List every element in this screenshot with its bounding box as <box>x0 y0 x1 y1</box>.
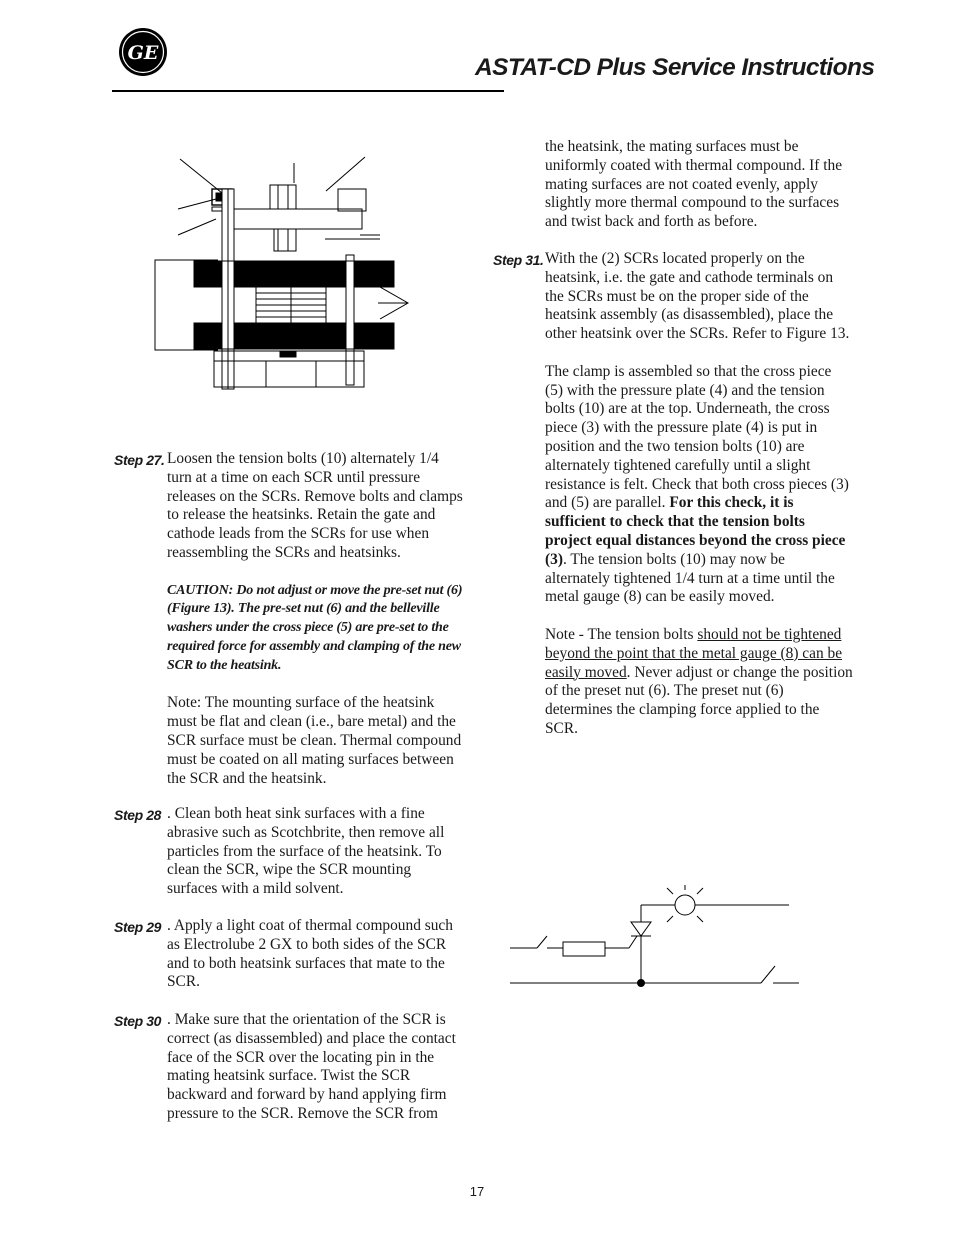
clamp-paragraph: The clamp is assembled so that the cross piece (5) with the pressure plate (4) and the tension bolts (10) are at the top. Underneath, the cross piece (3) with the pressure plate (4) is put in position and the two tension bolts (10) are alternately tightened carefully until a slight resistance is felt. Check that both cross pieces (3) and (5) are parallel. For this check, it is sufficient to check that the tension bolts project equal distances beyond the cross piece (3). The tension bolts (10) may now be alternately tightened 1/4 turn at a time until the metal gauge (8) can be easily moved. <box>545 362 849 606</box>
caution-text: CAUTION: Do not adjust or move the pre-set nut (6) (Figure 13). The pre-set nut (6) and the belleville washers under the cross piece (5) are pre-set to the required force for assembly and clamping of the new SCR to the heatsink. <box>167 582 463 673</box>
step-27-label: Step 27. <box>114 452 165 468</box>
step-31 <box>493 250 853 739</box>
scr-clamp-assembly-figure <box>150 155 420 395</box>
step-27-note: Note: The mounting surface of the heatsink must be flat and clean (i.e., bare metal) and the SCR surface must be clean. Thermal compound must be coated on all mating surfaces between the SCR and the heatsink. <box>167 694 462 787</box>
logo-text: GE <box>127 42 159 64</box>
page-title: ASTAT-CD Plus Service Instructions <box>475 54 875 81</box>
step-30-label: Step 30 <box>114 1013 161 1029</box>
tension-note: Note - The tension bolts should not be tightened beyond the point that the metal gauge (8) can be easily moved. Never adjust or change the position of the preset nut (6). The preset nut (6) determines the clamping force applied to the SCR. <box>545 625 853 737</box>
step-30-cont-text: the heatsink, the mating surfaces must be uniformly coated with thermal compound. If the mating surfaces are not coated evenly, apply slightly more thermal compound to the surfaces and twist back and forth as before. <box>545 138 843 231</box>
step-27-text: Loosen the tension bolts (10) alternately 1/4 turn at a time on each SCR until pressure releases on the SCRs. Remove bolts and clamps to release the heatsinks. Retain the gate and cathode leads from the SCRs for use when reassembling the SCRs and heatsinks. <box>167 450 463 561</box>
step-31-text: With the (2) SCRs located properly on the heatsink, i.e. the gate and cathode terminals on the SCRs must be on the proper side of the heatsink assembly (as disassembled), place the other heatsink over the SCRs. Refer to Figure 13. <box>545 250 850 343</box>
step-30-text: . Make sure that the orientation of the SCR is correct (as disassembled) and place the contact face of the SCR over the locating pin in the mating heatsink surface. Twist the SCR backward and forward by hand applying firm pressure to the SCR. Remove the SCR from <box>167 1011 456 1122</box>
tension-note-underline: should not be tightened beyond the point that the metal gauge (8) can be easily moved <box>545 625 843 681</box>
scr-circuit-schematic <box>505 880 805 995</box>
step-28 <box>114 805 464 899</box>
step-30-continuation <box>545 138 845 232</box>
step-28-text: . Clean both heat sink surfaces with a fine abrasive such as Scotchbrite, then remove all particles from the surface of the heatsink. To clean the SCR, wipe the SCR mounting surfaces with a mild solvent. <box>167 805 445 898</box>
step-30 <box>114 1011 464 1124</box>
step-29-text: . Apply a light coat of thermal compound such as Electrolube 2 GX to both sides of the SCR and to both heatsink surfaces that mate to the SCR. <box>167 917 453 991</box>
step-29 <box>114 917 464 992</box>
step-29-label: Step 29 <box>114 919 161 935</box>
header-rule <box>112 90 504 92</box>
clamp-bold-text: For this check, it is sufficient to check that the tension bolts project equal distances beyond the cross piece (3) <box>545 494 846 568</box>
step-28-label: Step 28 <box>114 807 161 823</box>
step-31-label: Step 31. <box>493 252 544 268</box>
page-number: 17 <box>469 1184 485 1199</box>
step-27 <box>114 450 464 788</box>
ge-logo <box>118 27 168 77</box>
